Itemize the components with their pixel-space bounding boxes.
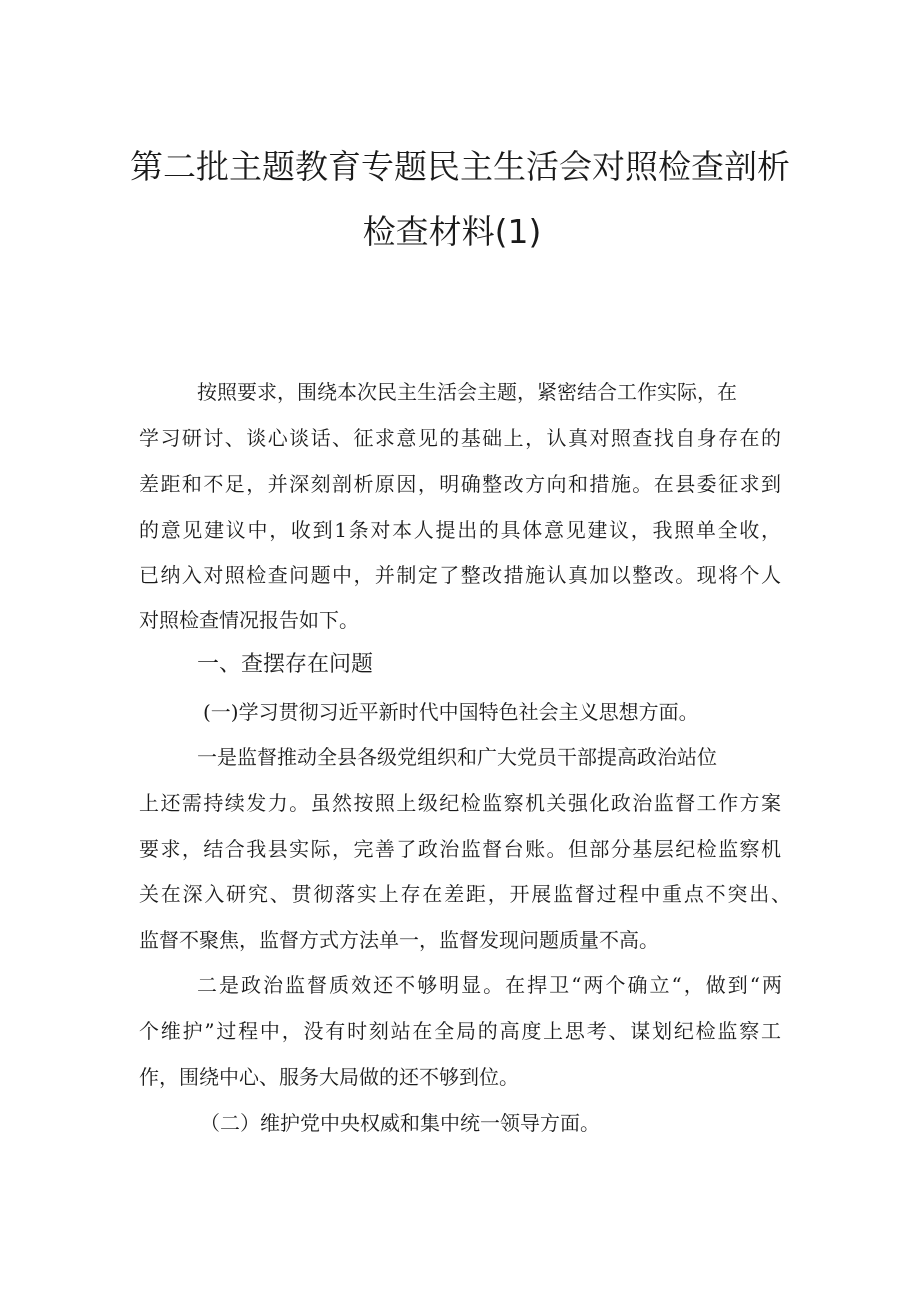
- point1-line: 要求，结合我县实际，完善了政治监督台账。但部分基层纪检监察机: [139, 837, 781, 861]
- point1-line: 监督不聚焦，监督方式方法单一，监督发现问题质量不高。: [139, 928, 659, 952]
- intro-line: 已纳入对照检查问题中，并制定了整改措施认真加以整改。现将个人: [139, 563, 781, 587]
- point1-line: 上还需持续发力。虽然按照上级纪检监察机关强化政治监督工作方案: [139, 791, 781, 815]
- point1-line: 关在深入研究、贯彻落实上存在差距，开展监督过程中重点不突出、: [139, 882, 791, 906]
- point1-line: 一是监督推动全县各级党组织和广大党员干部提高政治站位: [197, 745, 717, 769]
- subsection-heading: （二）维护党中央权威和集中统一领导方面。: [200, 1111, 600, 1135]
- subsection-heading: (一)学习贯彻习近平新时代中国特色社会主义思想方面。: [203, 700, 699, 724]
- document-title-line1: 第二批主题教育专题民主生活会对照检查剖析: [130, 147, 790, 186]
- document-title-line2: 检查材料(1): [362, 212, 542, 251]
- intro-line: 学习研讨、谈心谈话、征求意见的基础上，认真对照查找自身存在的: [139, 426, 781, 450]
- point2-line: 作，围绕中心、服务大局做的还不够到位。: [139, 1065, 519, 1089]
- section-heading: 一、查摆存在问题: [197, 652, 374, 677]
- intro-line: 差距和不足，并深刻剖析原因，明确整改方向和措施。在县委征求到: [139, 472, 781, 496]
- point2-line: 个维护”过程中，没有时刻站在全局的高度上思考、谋划纪检监察工: [139, 1019, 781, 1043]
- point2-line: 二是政治监督质效还不够明显。在捍卫“两个确立“，做到“两: [197, 973, 782, 997]
- intro-line: 的意见建议中，收到1条对本人提出的具体意见建议，我照单全收，: [139, 518, 781, 542]
- intro-line: 对照检查情况报告如下。: [139, 608, 359, 632]
- intro-line: 按照要求，围绕本次民主生活会主题，紧密结合工作实际，在: [197, 380, 737, 404]
